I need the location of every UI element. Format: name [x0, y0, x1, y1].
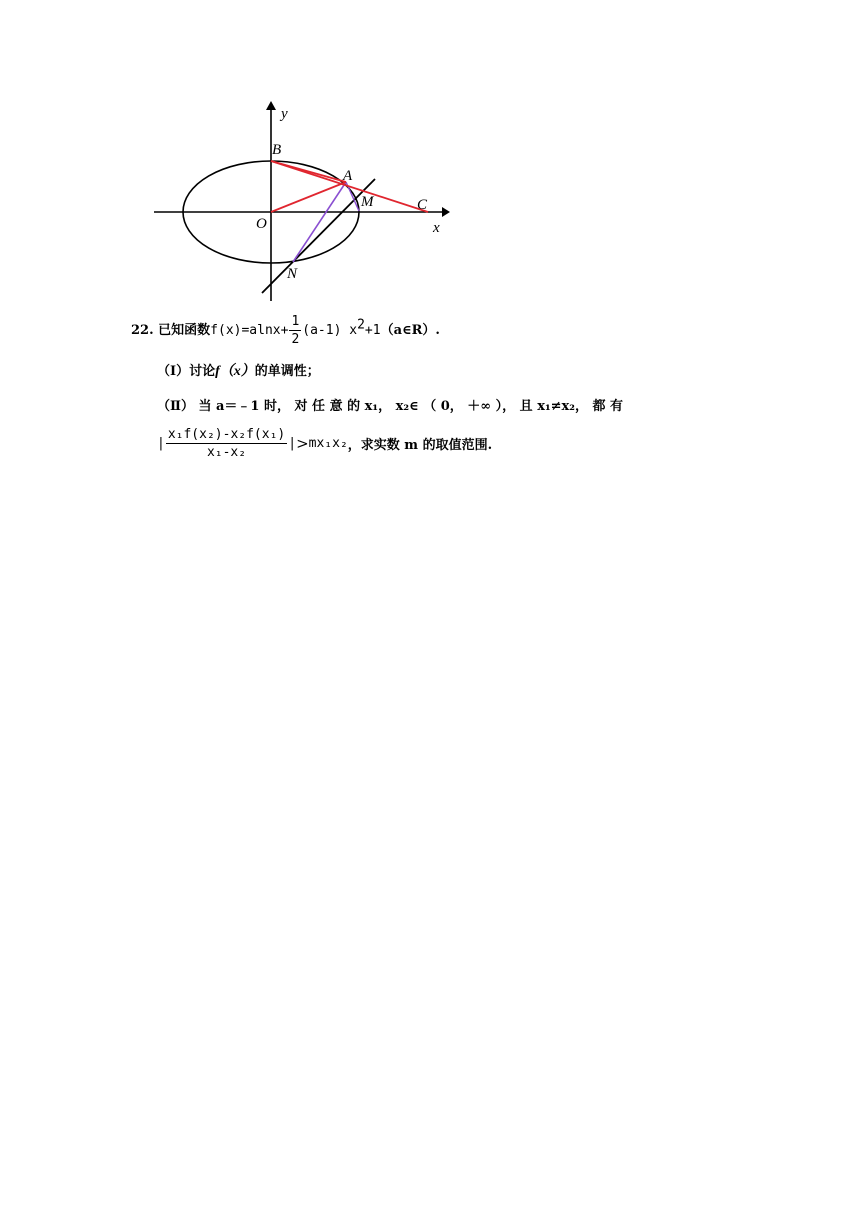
- inequality-fraction: [166, 426, 287, 461]
- line-mn: [262, 179, 375, 293]
- function-rest: (a-1) x: [302, 323, 358, 338]
- part-1-function: f（x）: [215, 364, 255, 379]
- function-tail: +1: [364, 323, 381, 338]
- x-axis-arrow-icon: [442, 207, 450, 217]
- part-2: [157, 395, 623, 414]
- inequality-tail: ，求实数 m 的取值范围.: [347, 438, 493, 453]
- label-c: C: [417, 197, 428, 213]
- inequality-line: [157, 426, 492, 461]
- part-1: [157, 360, 320, 380]
- function-domain: （a∈R）.: [380, 323, 440, 338]
- label-x: x: [433, 220, 440, 236]
- greater-than-sign: >: [296, 434, 309, 453]
- ellipse-geometry-figure: [150, 98, 460, 303]
- inequality-numerator: x₁f(x₂)-x₂f(x₁): [167, 427, 286, 442]
- inequality-rhs: mx₁x₂: [308, 436, 348, 451]
- label-n: N: [287, 266, 298, 282]
- y-axis-arrow-icon: [266, 101, 276, 110]
- label-o: O: [256, 216, 267, 232]
- function-lhs: f(x)=alnx+: [210, 323, 289, 338]
- half-denominator: 2: [291, 332, 300, 347]
- abs-bar-left: |: [157, 436, 165, 451]
- problem-intro: 已知函数: [158, 323, 211, 338]
- label-y: y: [281, 106, 288, 122]
- label-b: B: [272, 142, 282, 158]
- part-1-suffix: 的单调性；: [254, 364, 320, 379]
- function-exponent: 2: [357, 317, 365, 333]
- abs-bar-right: |: [288, 436, 297, 451]
- half-numerator: 1: [291, 314, 300, 329]
- segment-oa: [271, 182, 346, 212]
- problem-statement: [131, 313, 440, 348]
- half-fraction: [289, 313, 301, 348]
- inequality-denominator: x₁-x₂: [206, 445, 247, 460]
- problem-number: 22.: [131, 323, 154, 338]
- label-a: A: [343, 168, 353, 184]
- label-m: M: [361, 194, 374, 210]
- part-1-prefix: （Ⅰ）讨论: [157, 364, 216, 379]
- part-2-text: （Ⅱ） 当 a＝﹣1 时， 对 任 意 的 x₁， x₂∈ （ 0， ＋∞ ）， 且 x₁≠x₂， 都 有: [157, 399, 624, 414]
- segment-an: [293, 182, 346, 262]
